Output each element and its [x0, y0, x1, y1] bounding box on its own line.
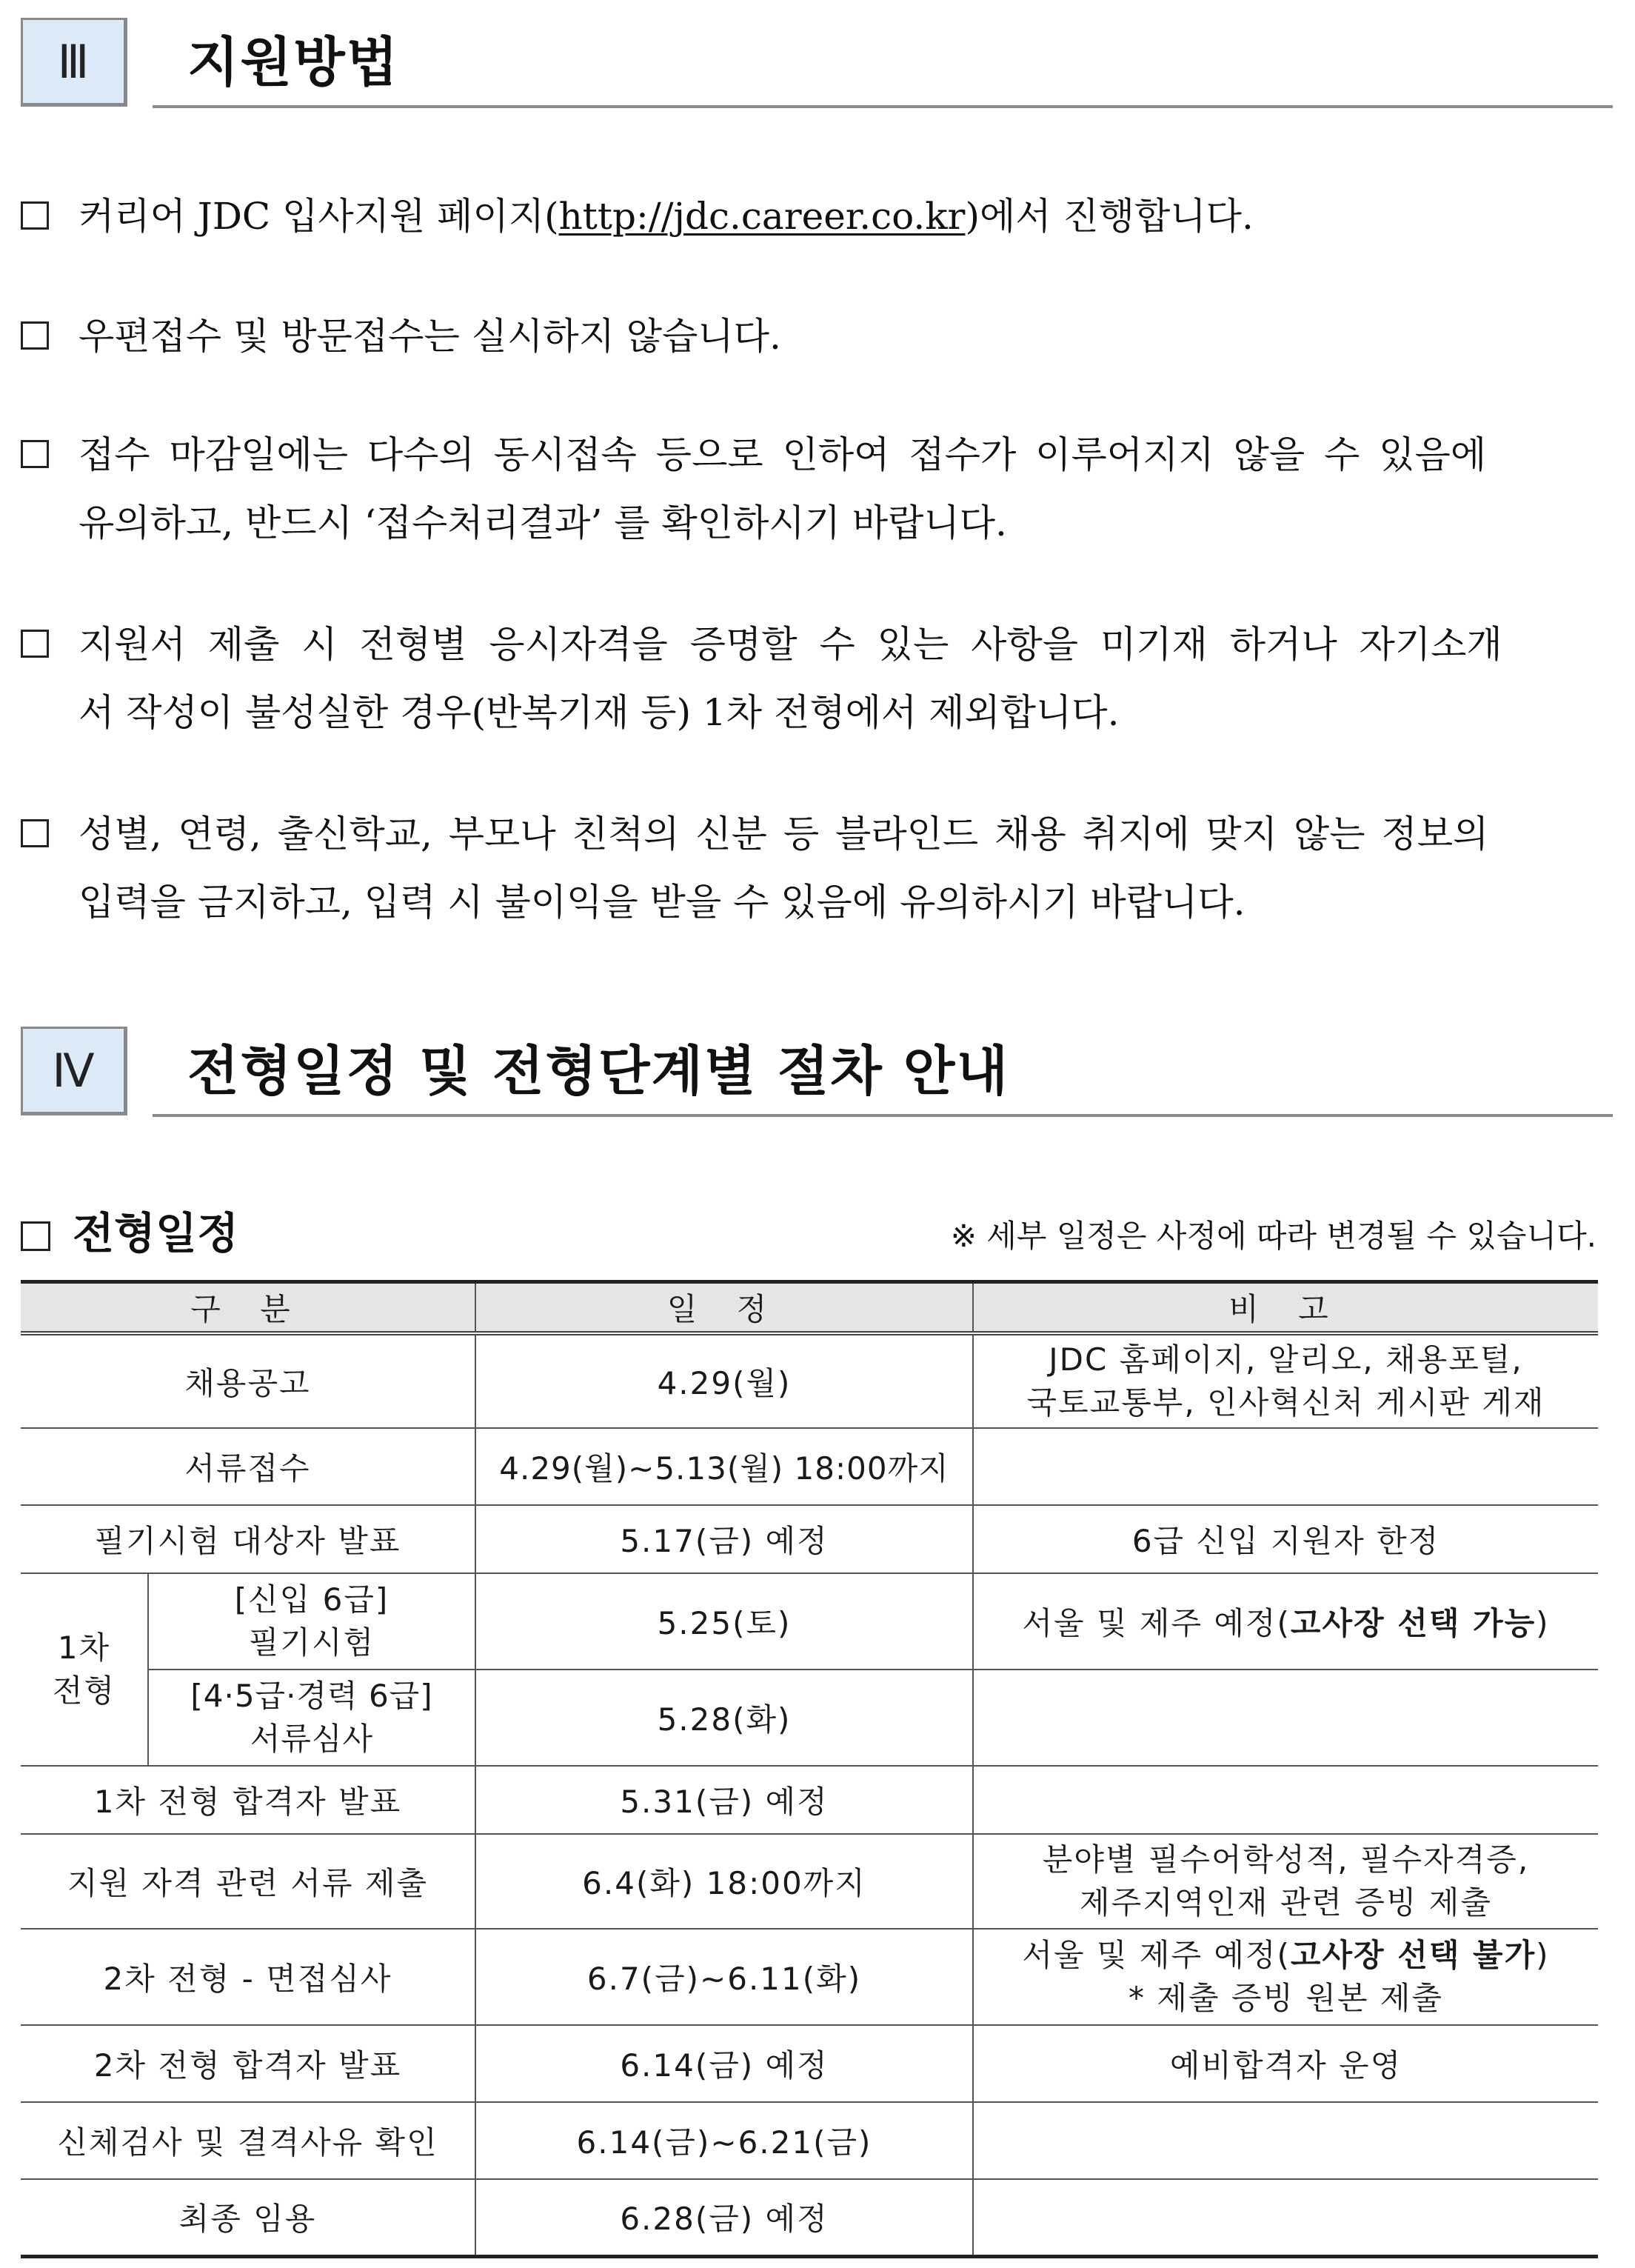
column-header: 비 고	[973, 1282, 1598, 1334]
table-row: 채용공고 4.29(월) JDC 홈페이지, 알리오, 채용포털, 국토교통부, 인사혁신처 게시판 게재	[21, 1333, 1598, 1428]
career-site-link[interactable]: http://jdc.career.co.kr	[558, 195, 966, 238]
section-3-header	[21, 18, 1613, 114]
checkbox-bullet-icon	[21, 630, 49, 658]
table-row: 2차 전형 - 면접심사 6.7(금)~6.11(화) 서울 및 제주 예정(고사장 선택 불가) * 제출 증빙 원본 제출	[21, 1929, 1598, 2025]
section-4-header	[21, 1027, 1613, 1123]
schedule-subheading: 전형일정	[21, 1198, 238, 1261]
checkbox-bullet-icon	[21, 201, 49, 230]
table-row: 서류접수 4.29(월)~5.13(월) 18:00까지	[21, 1428, 1598, 1505]
table-row: 2차 전형 합격자 발표 6.14(금) 예정 예비합격자 운영	[21, 2025, 1598, 2102]
table-row: 지원 자격 관련 서류 제출 6.4(화) 18:00까지 분야별 필수어학성적, 필수자격증, 제주지역인재 관련 증빙 제출	[21, 1834, 1598, 1929]
table-row: 필기시험 대상자 발표 5.17(금) 예정 6급 신입 지원자 한정	[21, 1505, 1598, 1573]
column-header: 구 분	[21, 1282, 475, 1334]
schedule-table	[21, 1280, 1598, 2258]
table-row: 1차 전형 [신입 6급] 필기시험 5.25(토) 서울 및 제주 예정(고사장 선택 가능)	[21, 1573, 1598, 1670]
section-number-box: Ⅳ	[21, 1027, 127, 1115]
checkbox-bullet-icon	[21, 819, 49, 847]
section-title: 전형일정 및 전형단계별 절차 안내	[187, 1040, 1009, 1102]
checkbox-bullet-icon	[21, 321, 49, 350]
table-row: 신체검사 및 결격사유 확인 6.14(금)~6.21(금)	[21, 2102, 1598, 2179]
checkbox-bullet-icon	[21, 440, 49, 468]
section-divider	[153, 105, 1613, 108]
section-title: 지원방법	[187, 31, 400, 93]
table-row: [4·5급·경력 6급] 서류심사 5.28(화)	[21, 1670, 1598, 1766]
checkbox-bullet-icon	[21, 1221, 50, 1251]
table-header-row	[21, 1282, 1598, 1334]
column-header: 일 정	[475, 1282, 973, 1334]
table-row: 1차 전형 합격자 발표 5.31(금) 예정	[21, 1766, 1598, 1834]
table-row: 최종 임용 6.28(금) 예정	[21, 2179, 1598, 2256]
schedule-note: ※ 세부 일정은 사정에 따라 변경될 수 있습니다.	[950, 1218, 1596, 1254]
section-divider	[153, 1114, 1613, 1117]
section-number-box: Ⅲ	[21, 18, 127, 107]
